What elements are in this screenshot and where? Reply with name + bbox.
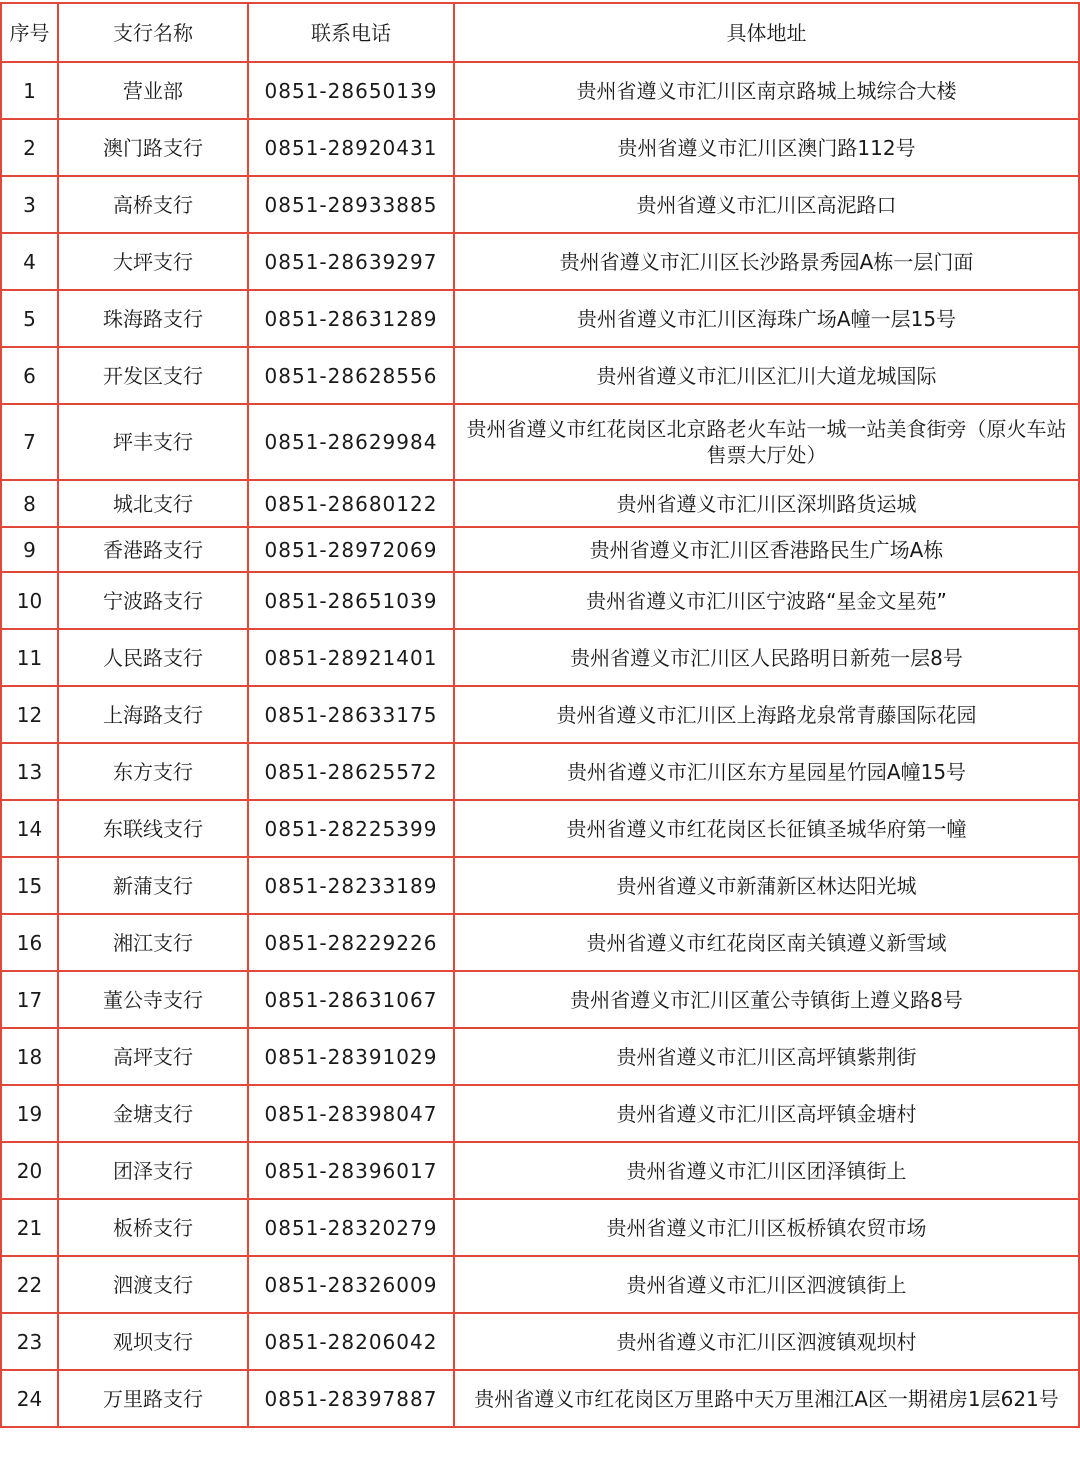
cell-no: 20 <box>1 1142 58 1199</box>
cell-address: 贵州省遵义市汇川区海珠广场A幢一层15号 <box>454 290 1079 347</box>
table-row <box>1 857 1079 914</box>
cell-branch-name: 珠海路支行 <box>58 290 248 347</box>
cell-branch-name: 东方支行 <box>58 743 248 800</box>
table-row <box>1 233 1079 290</box>
cell-address: 贵州省遵义市红花岗区万里路中天万里湘江A区一期裙房1层621号 <box>454 1370 1079 1427</box>
cell-phone: 0851-28972069 <box>248 527 454 572</box>
cell-address: 贵州省遵义市汇川区团泽镇街上 <box>454 1142 1079 1199</box>
cell-phone: 0851-28921401 <box>248 629 454 686</box>
cell-address: 贵州省遵义市汇川区板桥镇农贸市场 <box>454 1199 1079 1256</box>
cell-no: 13 <box>1 743 58 800</box>
cell-no: 6 <box>1 347 58 404</box>
cell-phone: 0851-28326009 <box>248 1256 454 1313</box>
cell-address: 贵州省遵义市汇川区泗渡镇观坝村 <box>454 1313 1079 1370</box>
cell-phone: 0851-28391029 <box>248 1028 454 1085</box>
table-row <box>1 119 1079 176</box>
cell-phone: 0851-28320279 <box>248 1199 454 1256</box>
cell-address: 贵州省遵义市红花岗区长征镇圣城华府第一幢 <box>454 800 1079 857</box>
header-branch-name: 支行名称 <box>58 3 248 62</box>
table-row <box>1 572 1079 629</box>
cell-phone: 0851-28397887 <box>248 1370 454 1427</box>
cell-branch-name: 香港路支行 <box>58 527 248 572</box>
cell-no: 22 <box>1 1256 58 1313</box>
cell-phone: 0851-28233189 <box>248 857 454 914</box>
table-row <box>1 743 1079 800</box>
cell-phone: 0851-28229226 <box>248 914 454 971</box>
cell-branch-name: 高坪支行 <box>58 1028 248 1085</box>
cell-address: 贵州省遵义市汇川区南京路城上城综合大楼 <box>454 62 1079 119</box>
cell-no: 7 <box>1 404 58 480</box>
cell-no: 18 <box>1 1028 58 1085</box>
table-row <box>1 480 1079 527</box>
cell-address: 贵州省遵义市汇川区人民路明日新苑一层8号 <box>454 629 1079 686</box>
table-row <box>1 62 1079 119</box>
cell-phone: 0851-28631289 <box>248 290 454 347</box>
cell-no: 23 <box>1 1313 58 1370</box>
cell-phone: 0851-28933885 <box>248 176 454 233</box>
branch-table <box>0 2 1080 1428</box>
cell-address: 贵州省遵义市汇川区香港路民生广场A栋 <box>454 527 1079 572</box>
table-row <box>1 1142 1079 1199</box>
table-row <box>1 971 1079 1028</box>
cell-phone: 0851-28920431 <box>248 119 454 176</box>
cell-phone: 0851-28651039 <box>248 572 454 629</box>
header-phone: 联系电话 <box>248 3 454 62</box>
cell-no: 24 <box>1 1370 58 1427</box>
cell-phone: 0851-28633175 <box>248 686 454 743</box>
cell-phone: 0851-28680122 <box>248 480 454 527</box>
cell-no: 9 <box>1 527 58 572</box>
cell-branch-name: 泗渡支行 <box>58 1256 248 1313</box>
table-row <box>1 290 1079 347</box>
cell-phone: 0851-28398047 <box>248 1085 454 1142</box>
cell-branch-name: 董公寺支行 <box>58 971 248 1028</box>
header-address: 具体地址 <box>454 3 1079 62</box>
cell-phone: 0851-28225399 <box>248 800 454 857</box>
cell-branch-name: 湘江支行 <box>58 914 248 971</box>
table-row <box>1 1256 1079 1313</box>
cell-no: 3 <box>1 176 58 233</box>
cell-branch-name: 观坝支行 <box>58 1313 248 1370</box>
cell-no: 16 <box>1 914 58 971</box>
table-row <box>1 686 1079 743</box>
cell-phone: 0851-28628556 <box>248 347 454 404</box>
cell-branch-name: 新蒲支行 <box>58 857 248 914</box>
cell-branch-name: 宁波路支行 <box>58 572 248 629</box>
cell-address: 贵州省遵义市红花岗区南关镇遵义新雪域 <box>454 914 1079 971</box>
cell-address: 贵州省遵义市汇川区长沙路景秀园A栋一层门面 <box>454 233 1079 290</box>
cell-branch-name: 坪丰支行 <box>58 404 248 480</box>
cell-no: 12 <box>1 686 58 743</box>
cell-address: 贵州省遵义市汇川区深圳路货运城 <box>454 480 1079 527</box>
table-header-row <box>1 3 1079 62</box>
cell-address: 贵州省遵义市汇川区汇川大道龙城国际 <box>454 347 1079 404</box>
cell-branch-name: 金塘支行 <box>58 1085 248 1142</box>
cell-branch-name: 人民路支行 <box>58 629 248 686</box>
table-row <box>1 1370 1079 1427</box>
cell-no: 10 <box>1 572 58 629</box>
table-row <box>1 347 1079 404</box>
table-row <box>1 1313 1079 1370</box>
cell-no: 1 <box>1 62 58 119</box>
cell-branch-name: 营业部 <box>58 62 248 119</box>
cell-branch-name: 上海路支行 <box>58 686 248 743</box>
cell-branch-name: 高桥支行 <box>58 176 248 233</box>
cell-no: 17 <box>1 971 58 1028</box>
table-row <box>1 404 1079 480</box>
cell-address: 贵州省遵义市汇川区澳门路112号 <box>454 119 1079 176</box>
cell-phone: 0851-28396017 <box>248 1142 454 1199</box>
cell-branch-name: 开发区支行 <box>58 347 248 404</box>
cell-address: 贵州省遵义市新蒲新区林达阳光城 <box>454 857 1079 914</box>
table-row <box>1 1028 1079 1085</box>
table-row <box>1 914 1079 971</box>
cell-branch-name: 板桥支行 <box>58 1199 248 1256</box>
cell-phone: 0851-28625572 <box>248 743 454 800</box>
cell-phone: 0851-28629984 <box>248 404 454 480</box>
cell-branch-name: 团泽支行 <box>58 1142 248 1199</box>
cell-no: 2 <box>1 119 58 176</box>
table-row <box>1 527 1079 572</box>
table-row <box>1 1085 1079 1142</box>
cell-phone: 0851-28206042 <box>248 1313 454 1370</box>
cell-no: 8 <box>1 480 58 527</box>
cell-no: 19 <box>1 1085 58 1142</box>
cell-branch-name: 万里路支行 <box>58 1370 248 1427</box>
cell-address: 贵州省遵义市汇川区宁波路“星金文星苑” <box>454 572 1079 629</box>
cell-branch-name: 城北支行 <box>58 480 248 527</box>
cell-no: 21 <box>1 1199 58 1256</box>
header-no: 序号 <box>1 3 58 62</box>
cell-phone: 0851-28631067 <box>248 971 454 1028</box>
cell-address: 贵州省遵义市汇川区高泥路口 <box>454 176 1079 233</box>
table-row <box>1 176 1079 233</box>
table-row <box>1 1199 1079 1256</box>
table-row <box>1 629 1079 686</box>
cell-address: 贵州省遵义市汇川区上海路龙泉常青藤国际花园 <box>454 686 1079 743</box>
cell-no: 14 <box>1 800 58 857</box>
cell-no: 4 <box>1 233 58 290</box>
cell-no: 5 <box>1 290 58 347</box>
table-row <box>1 800 1079 857</box>
cell-address: 贵州省遵义市汇川区董公寺镇街上遵义路8号 <box>454 971 1079 1028</box>
cell-no: 11 <box>1 629 58 686</box>
cell-address: 贵州省遵义市汇川区高坪镇金塘村 <box>454 1085 1079 1142</box>
cell-branch-name: 澳门路支行 <box>58 119 248 176</box>
cell-phone: 0851-28650139 <box>248 62 454 119</box>
cell-no: 15 <box>1 857 58 914</box>
cell-branch-name: 东联线支行 <box>58 800 248 857</box>
cell-address: 贵州省遵义市汇川区泗渡镇街上 <box>454 1256 1079 1313</box>
cell-address: 贵州省遵义市汇川区高坪镇紫荆街 <box>454 1028 1079 1085</box>
cell-branch-name: 大坪支行 <box>58 233 248 290</box>
cell-address: 贵州省遵义市汇川区东方星园星竹园A幢15号 <box>454 743 1079 800</box>
cell-address: 贵州省遵义市红花岗区北京路老火车站一城一站美食街旁（原火车站售票大厅处） <box>454 404 1079 480</box>
cell-phone: 0851-28639297 <box>248 233 454 290</box>
